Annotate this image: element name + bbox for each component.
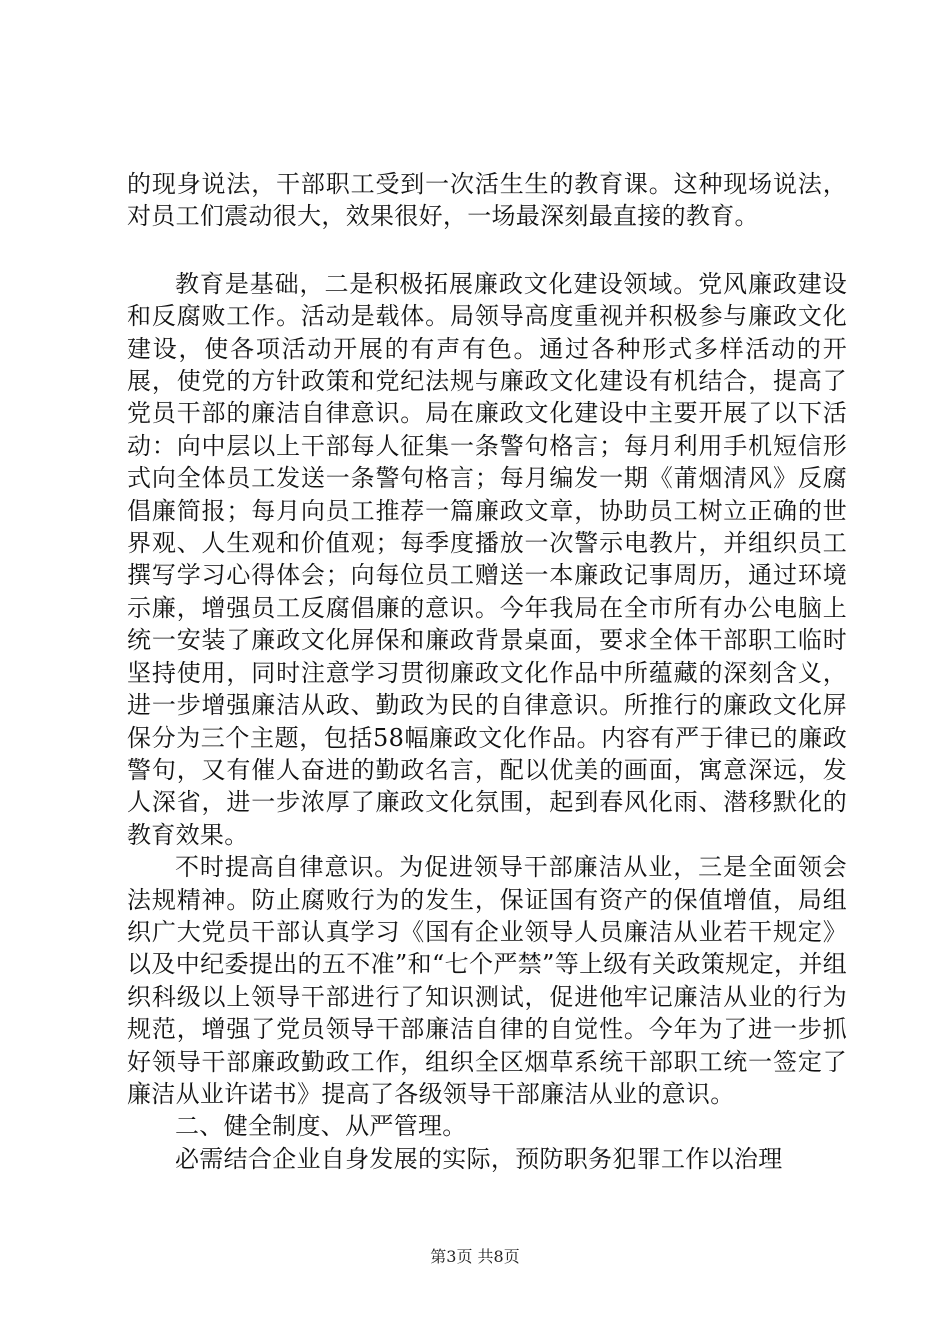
page-number-footer: 第3页 共8页 bbox=[430, 1247, 520, 1266]
section-heading: 二、健全制度、从严管理。 bbox=[175, 1112, 467, 1141]
paragraph-gap bbox=[127, 233, 847, 268]
paragraph-continuation: 的现身说法，干部职工受到一次活生生的教育课。这种现场说法，对员工们震动很大，效果很好，一场最深刻最直接的教育。 bbox=[127, 170, 847, 231]
paragraph-culture-building: 教育是基础，二是积极拓展廉政文化建设领域。党风廉政建设和反腐败工作。活动是载体。局领导高度重视并积极参与廉政文化建设，使各项活动开展的有声有色。通过各种形式多样活动的开展，使党的方针政策和党纪法规与廉政文化建设有机结合，提高了党员干部的廉洁自律意识。局在廉政文化建设中主要开展了以下活动：向中层以上干部每人征集一条警句格言；每月利用手机短信形式向全体员工发送一条警句格言；每月编发一期《莆烟清风》反腐倡廉简报；每月向员工推荐一篇廉政文章，协助员工树立正确的世界观、人生观和价值观；每季度播放一次警示电教片，并组织员工撰写学习心得体会；向每位员工赠送一本廉政记事周历，通过环境示廉，增强员工反腐倡廉的意识。今年我局在全市所有办公电脑上统一安装了廉政文化屏保和廉政背景桌面，要求全体干部职工临时坚持使用，同时注意学习贯彻廉政文化作品中所蕴藏的深刻含义，进一步增强廉洁从政、勤政为民的自律意识。所推行的廉政文化屏保分为三个主题，包括58幅廉政文化作品。内容有严于律已的廉政警句，又有催人奋进的勤政名言，配以优美的画面，寓意深远，发人深省，进一步浓厚了廉政文化氛围，起到春风化雨、潜移默化的教育效果。 bbox=[127, 269, 847, 849]
document-body bbox=[127, 168, 847, 1175]
paragraph-management: 必需结合企业自身发展的实际，预防职务犯罪工作以治理 bbox=[175, 1144, 783, 1173]
paragraph-self-discipline: 不时提高自律意识。为促进领导干部廉洁从业，三是全面领会法规精神。防止腐败行为的发生，保证国有资产的保值增值，局组织广大党员干部认真学习《国有企业领导人员廉洁从业若干规定》以及中纪委提出的五不准”和“七个严禁”等上级有关政策规定，并组织科级以上领导干部进行了知识测试，促进他牢记廉洁从业的行为规范，增强了党员领导干部廉洁自律的自觉性。今年为了进一步抓好领导干部廉政勤政工作，组织全区烟草系统干部职工统一签定了廉洁从业许诺书》提高了各级领导干部廉洁从业的意识。 bbox=[127, 853, 847, 1108]
